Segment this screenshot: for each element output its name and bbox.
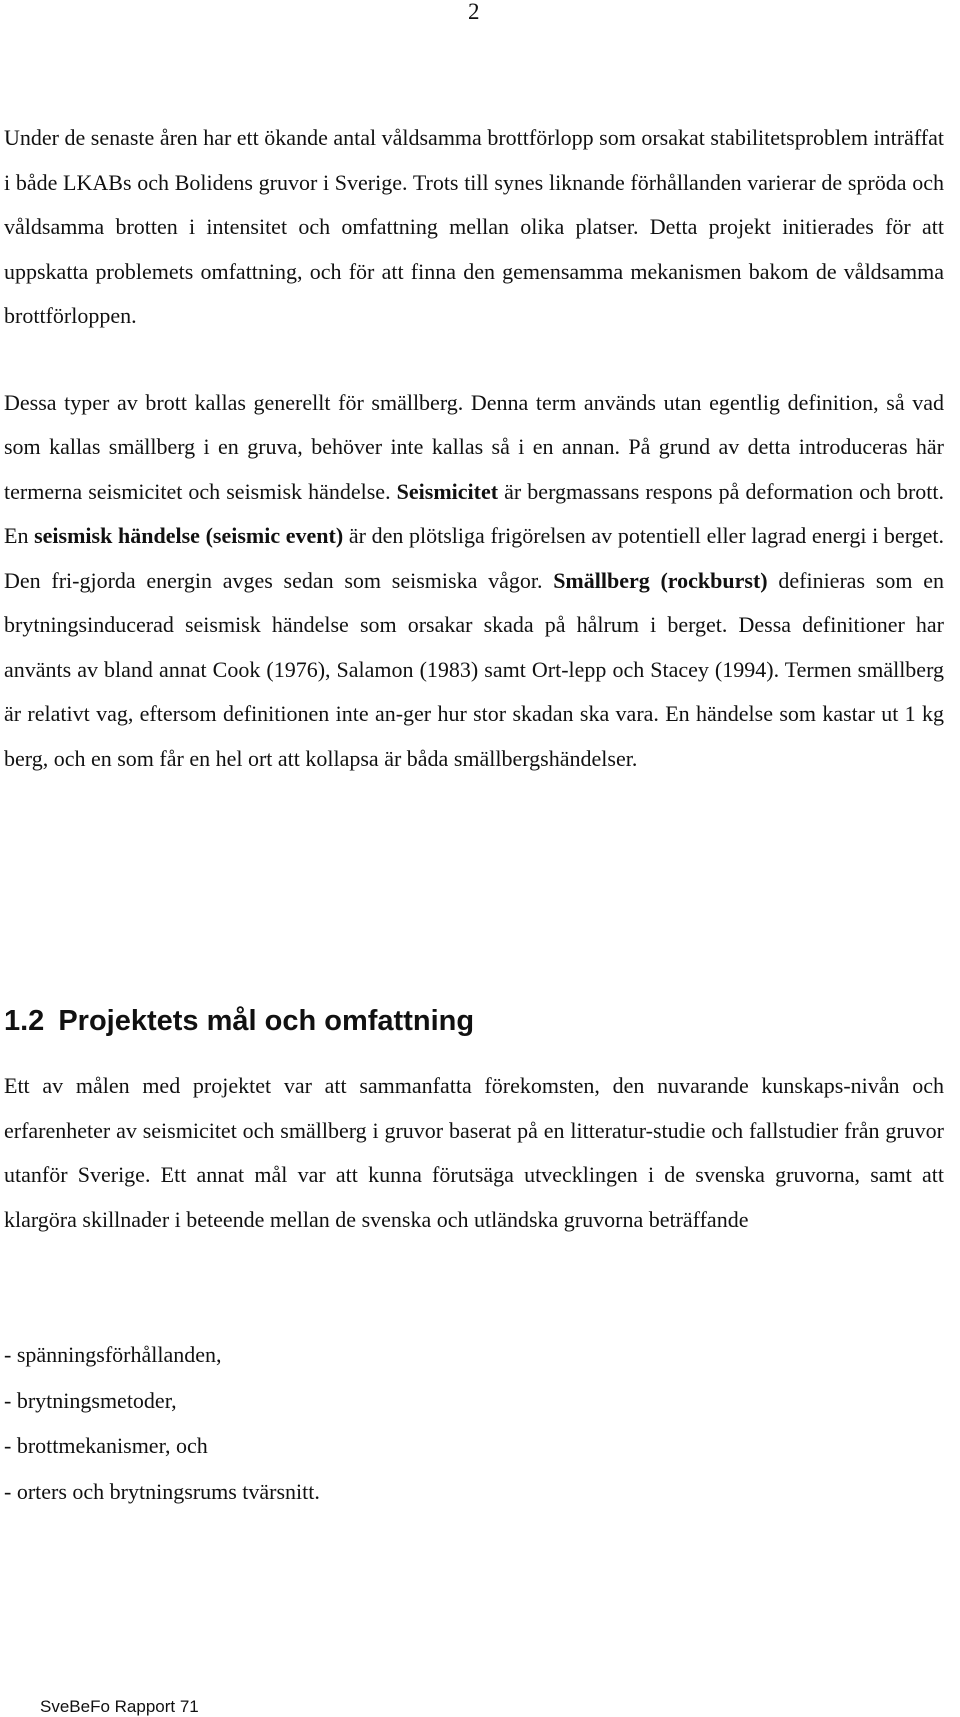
goal-list — [4, 1332, 320, 1515]
page-number: 2 — [468, 0, 480, 24]
term-rockburst: Smällberg (rockburst) — [553, 567, 768, 593]
section-body-block — [4, 1064, 944, 1242]
p2-text-1: Dessa typer av brott kallas generellt för smällberg. Denna term används utan egentlig definition, så vad som kallas smällberg i en gruva, behöver inte kallas så i en annan. På grund av detta introduceras här termerna seismicitet och seismisk händelse. — [4, 389, 944, 504]
section-title: Projektets mål och omfattning — [58, 1005, 475, 1037]
list-item: - brytningsmetoder, — [4, 1387, 177, 1413]
section-number: 1.2 — [4, 1005, 45, 1037]
list-item: - brottmekanismer, och — [4, 1433, 208, 1459]
list-item: - spänningsförhållanden, — [4, 1342, 222, 1367]
section-body: Ett av målen med projektet var att sammanfatta förekomsten, den nuvarande kunskaps-nivån och erfarenheter av seismicitet och smällberg i gruvor baserat på en litteratur-studie och fallstudier från gruvor utanför Sverige. Ett annat mål var att kunna förutsäga utvecklingen i de svenska gruvorna, samt att klargöra skillnader i beteende mellan de svenska och utländska gruvorna beträffande — [4, 1073, 944, 1232]
term-seismicitet: Seismicitet — [396, 478, 499, 504]
section-heading — [4, 1005, 474, 1038]
intro-section — [4, 116, 944, 781]
term-seismic-event: seismisk händelse (seismic event) — [34, 523, 344, 548]
footer-report-label: SveBeFo Rapport 71 — [40, 1697, 199, 1716]
list-item: - orters och brytningsrums tvärsnitt. — [4, 1479, 320, 1505]
intro-paragraph-1: Under de senaste åren har ett ökande antal våldsamma brottförlopp som orsakat stabilitetsproblem inträffat i både LKABs och Bolidens gruvor i Sverige. Trots till synes liknande förhållanden varierar de spröda och våldsamma brotten i intensitet och omfattning mellan olika platser. Detta projekt initierades för att uppskatta problemets omfattning, och för att finna den gemensamma mekanismen bakom de våldsamma brottförloppen. — [4, 125, 944, 328]
p2-text-4: definieras som en brytningsinducerad seismisk händelse som orsakar skada på hålrum i berget. Dessa definitioner har använts av bland annat Cook (1976), Salamon (1983) samt Ort-lepp och Stacey (1994). Termen smällberg är relativt vag, eftersom definitionen inte an-ger hur stor skadan ska vara. En händelse som kastar ut 1 kg berg, och en som får en hel ort att kollapsa är båda smällbergshändelser. — [4, 567, 944, 771]
p2-text-2: är bergmassans respons på deformation och brott. En — [4, 478, 944, 548]
intro-paragraph-2 — [4, 381, 944, 782]
p2-text-3: är den plötsliga frigörelsen av potentiell eller lagrad energi i berget. Den fri-gjorda energin avges sedan som seismiska vågor. — [4, 523, 944, 593]
